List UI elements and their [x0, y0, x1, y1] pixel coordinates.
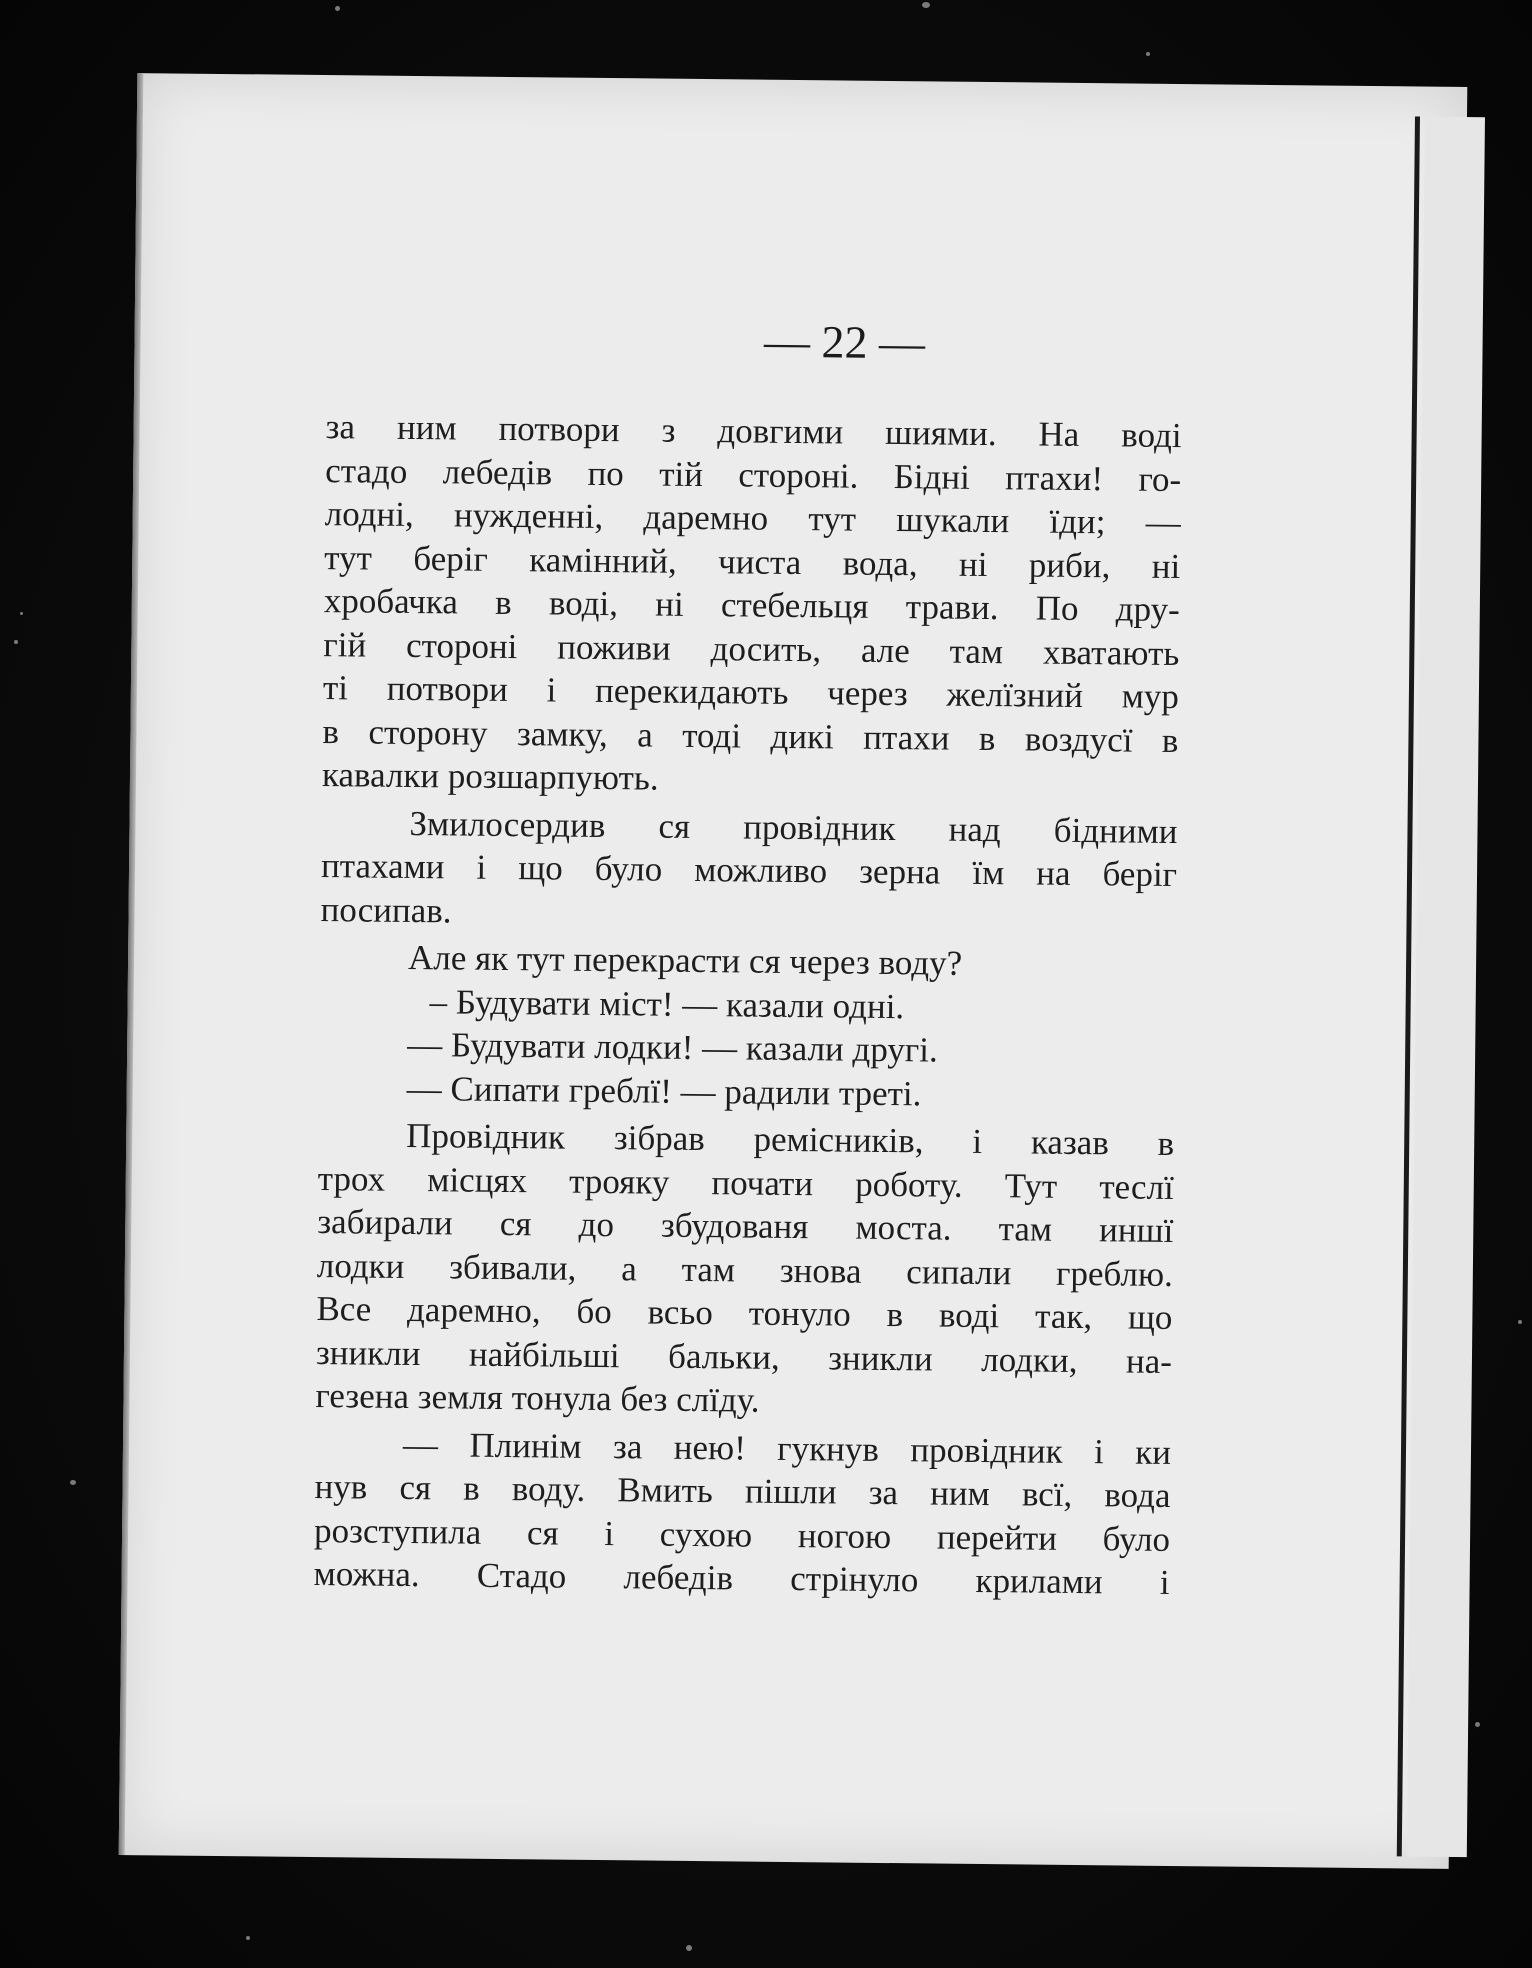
text-line: хробачка в воді, ні стебельця трави. По дру- — [323, 581, 1181, 630]
text-line: гезена земля тонула без слїду. — [315, 1376, 760, 1420]
text-line: Але як тут перекрасти ся через воду? — [407, 937, 963, 983]
text-line: Все даремно, бо всьо тонуло в воді так, що — [316, 1289, 1173, 1337]
dust-speck — [335, 6, 340, 11]
text-line: зникли найбільші бальки, зникли лодки, на- — [315, 1332, 1173, 1381]
dust-speck — [922, 2, 930, 8]
text-line: забирали ся до збудованя моста. там иншї — [317, 1202, 1174, 1250]
dust-speck — [686, 1945, 692, 1951]
paragraph — [320, 801, 1177, 940]
text-line: ті потвори і перекидають через желїзний мур — [322, 668, 1180, 717]
text-line: — Плинім за нею! гукнув провідник і ки — [402, 1424, 1172, 1472]
text-line: посипав. — [320, 889, 452, 930]
dust-speck — [14, 640, 18, 644]
text-line: — Будувати лодки! — казали другі. — [407, 1024, 938, 1070]
text-line: трох місцях трояку почати роботу. Тут теслї — [317, 1158, 1174, 1207]
dialog-block — [319, 935, 1177, 1118]
text-line: в сторону замку, а тоді дикі птахи в воздусї в — [322, 711, 1179, 760]
text-line: птахами і що було можливо зерна їм на беріг — [320, 846, 1178, 895]
paragraph — [313, 1422, 1171, 1605]
dust-speck — [246, 1936, 250, 1940]
text-line: гій стороні поживи досить, але там хватають — [323, 624, 1180, 673]
dust-speck — [70, 1480, 76, 1485]
paragraph — [322, 405, 1182, 805]
text-line: за ним потвори з довгими шиями. На воді — [325, 407, 1182, 456]
text-line: лодні, нужденні, даремно тут шукали їди; — — [324, 494, 1181, 543]
paragraph — [315, 1113, 1174, 1426]
text-line: – Будувати міст! — казали одні. — [429, 981, 905, 1026]
text-line: можна. Стадо лебедів стрінуло крилами і — [313, 1554, 1170, 1602]
dust-speck — [1146, 52, 1150, 56]
text-line: нув ся в воду. Вмить пішли за ним всї, вода — [314, 1467, 1171, 1515]
text-line: тут беріг камінний, чиста вода, ні риби, ні — [324, 537, 1181, 586]
text-line: стадо лебедів по тій стороні. Бідні птахи! го- — [325, 450, 1182, 499]
body-text — [313, 405, 1181, 1604]
text-line: — Сипати греблї! — радили треті. — [406, 1068, 922, 1113]
dust-speck — [1518, 1320, 1522, 1324]
book-page — [119, 73, 1468, 1869]
page-number: — 22 — — [763, 315, 926, 369]
text-line: Провідник зібрав ремісників, і казав в — [406, 1115, 1175, 1164]
text-line: розступила ся і сухою ногою перейти було — [313, 1510, 1171, 1559]
text-line: лодки збивали, а там знова сипали греблю. — [316, 1245, 1174, 1294]
dust-speck — [1475, 1722, 1480, 1727]
text-line: Змилосердив ся провідник над бідними — [409, 803, 1178, 851]
dust-speck — [20, 612, 23, 615]
text-line: кавалки розшарпують. — [321, 755, 659, 798]
